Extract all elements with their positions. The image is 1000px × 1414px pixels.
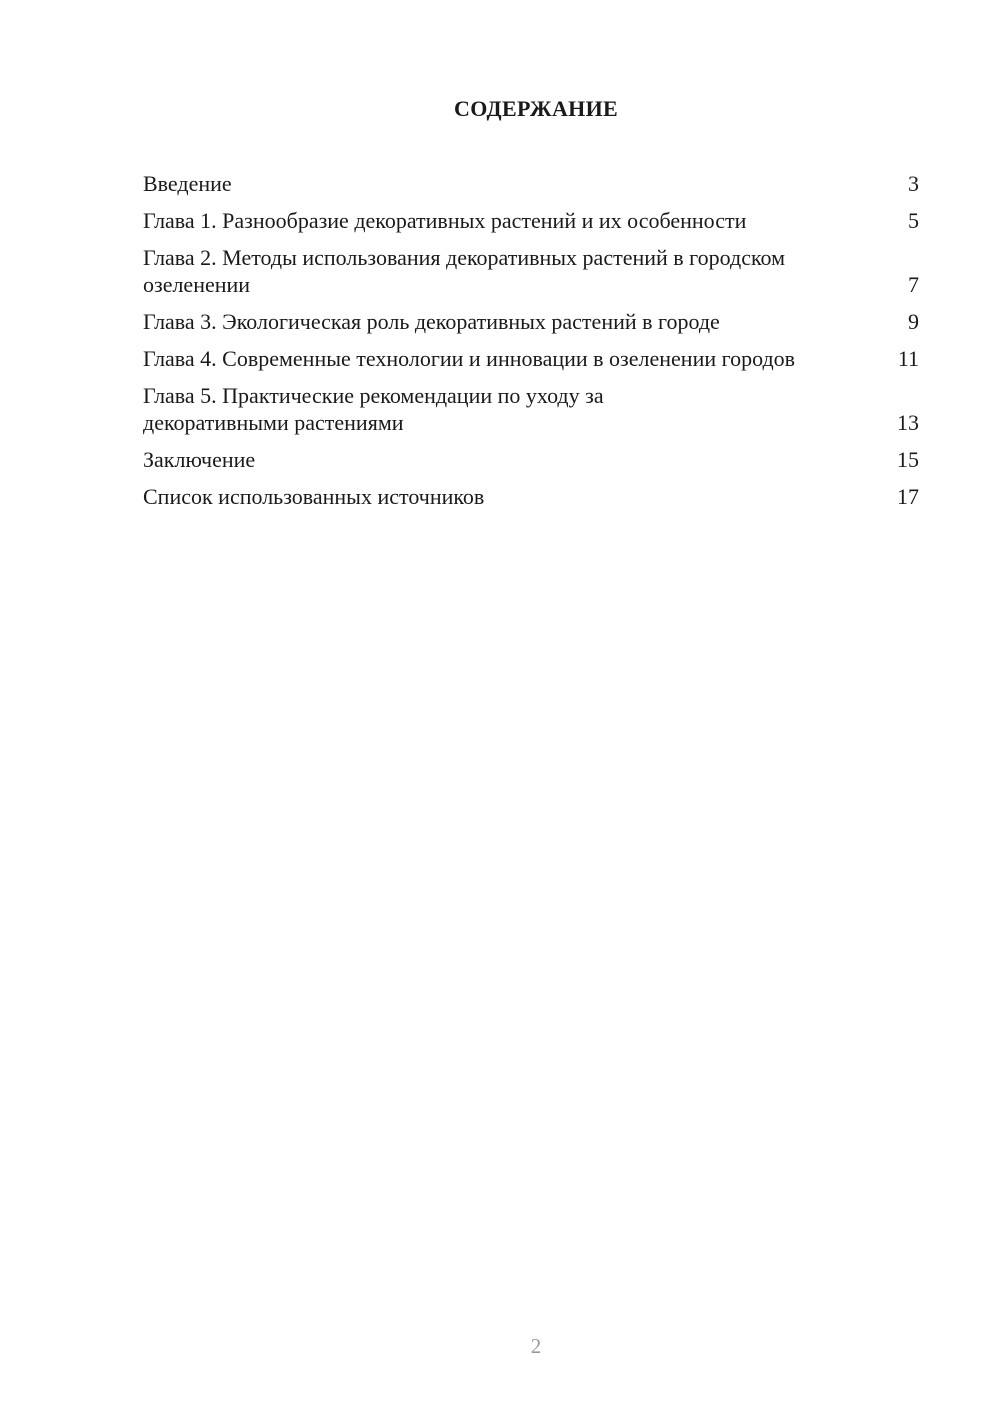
page-title: СОДЕРЖАНИЕ [454, 96, 618, 121]
table-of-contents [143, 170, 919, 520]
toc-entry-page: 11 [897, 346, 919, 371]
toc-entry-title: Глава 3. Экологическая роль декоративных растений в городе [143, 309, 720, 334]
toc-entry-references [143, 483, 919, 510]
toc-entry-chapter-1 [143, 207, 919, 234]
toc-entry-title: Введение [143, 171, 232, 196]
toc-entry-page: 5 [908, 208, 919, 233]
toc-entry-title: Глава 5. Практические рекомендации по уходу за декоративными растениями [143, 383, 604, 435]
toc-entry-chapter-5 [143, 382, 919, 436]
toc-entry-page: 3 [908, 171, 919, 196]
toc-entry-title: Список использованных источников [143, 484, 485, 509]
toc-entry-title: Глава 4. Современные технологии и инновации в озеленении городов [143, 346, 796, 371]
toc-entry-title: Глава 1. Разнообразие декоративных растений и их особенности [143, 208, 747, 233]
toc-entry-page: 15 [897, 447, 919, 472]
toc-entry-chapter-2 [143, 244, 919, 298]
toc-entry-title: Заключение [143, 447, 256, 472]
toc-entry-introduction [143, 170, 919, 197]
toc-entry-page: 7 [908, 272, 919, 297]
toc-entry-conclusion [143, 446, 919, 473]
toc-entry-title: Глава 2. Методы использования декоративных растений в городском озеленении [143, 245, 786, 297]
toc-entry-chapter-3 [143, 308, 919, 335]
toc-entry-chapter-4 [143, 345, 919, 372]
toc-entry-page: 9 [908, 309, 919, 334]
page-number: 2 [530, 1334, 542, 1358]
toc-entry-page: 17 [897, 484, 919, 509]
toc-entry-page: 13 [897, 410, 919, 435]
